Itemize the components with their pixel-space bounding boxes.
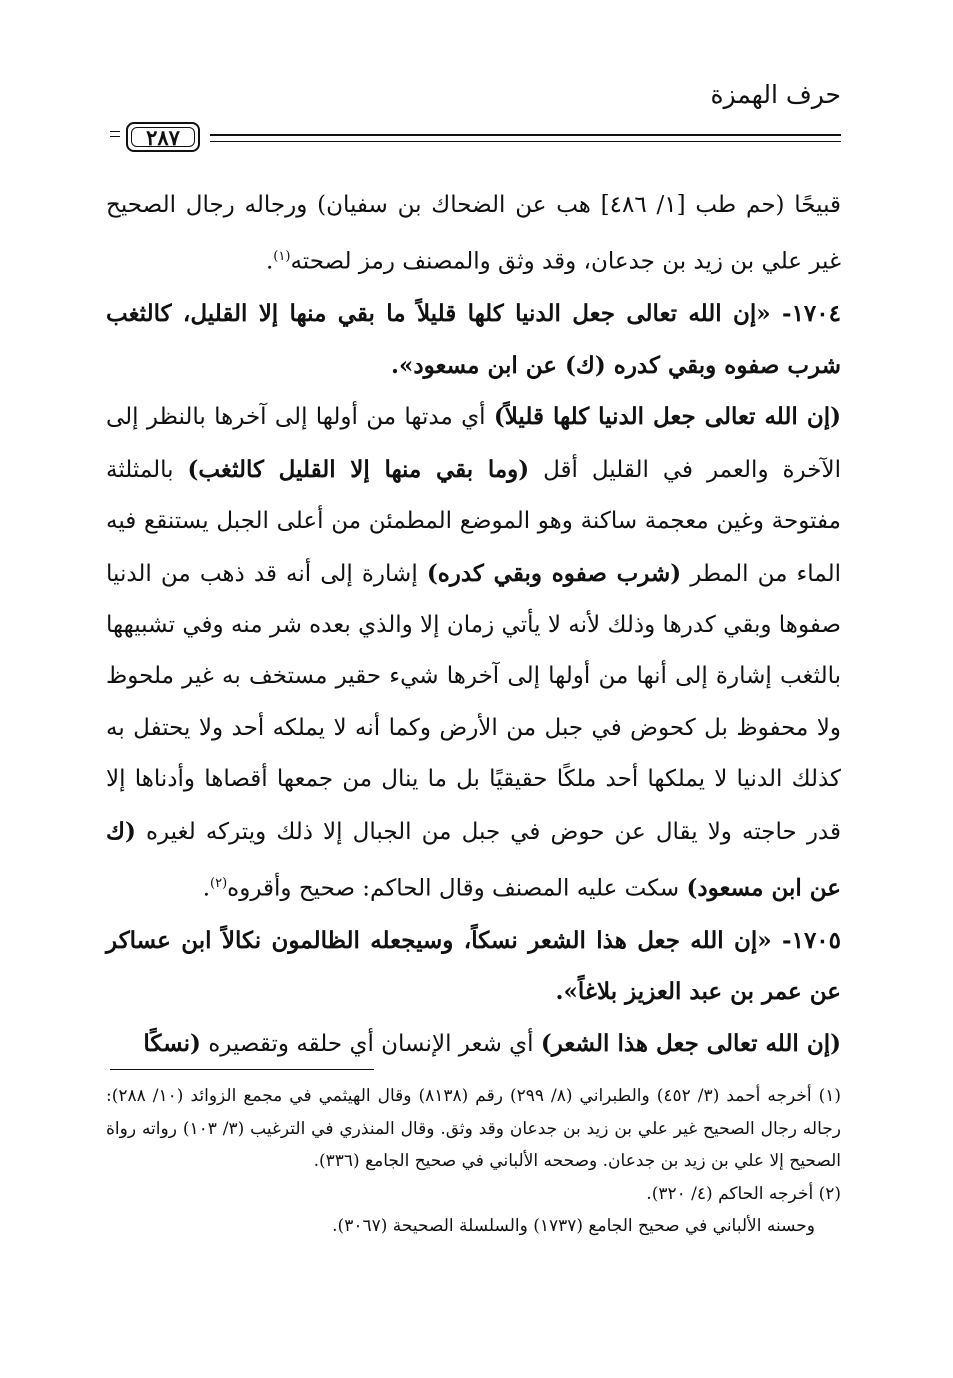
footnote-2-continuation: وحسنه الألباني في صحيح الجامع (١٧٣٧) والسلسلة الصحيحة (٣٠٦٧). xyxy=(332,1216,815,1236)
footnote-2: (٢) أخرجه الحاكم (٤/ ٣٢٠). xyxy=(646,1183,841,1204)
hadith-number: ١٧٠٤- xyxy=(782,300,841,328)
hadith-1705 xyxy=(106,915,841,1018)
header-rule-end-mark xyxy=(110,129,120,139)
footnote-separator xyxy=(110,1069,374,1070)
footnote-1: (١) أخرجه أحمد (٣/ ٤٥٢) والطبراني (٨/ ٢٩٩) رقم (٨١٣٨) وقال الهيثمي في مجمع الزوائد (١٠/ ٢٨٨): رجاله رجال الصحيح غير علي بن زيد بن جدعان وقد وثق. وقال المنذري في الترغيب (٣/ ١٠٣) رواته رواة الصحيح إلا علي بن زيد بن جدعان. وصححه الألباني في صحيح الجامع (٣٣٦). xyxy=(106,1086,841,1171)
paragraph-continuation: قبيحًا (حم طب [١/ ٤٨٦] هب عن الضحاك بن سفيان) ورجاله رجال الصحيح غير علي بن زيد بن جدعان، وقد وثق والمصنف رمز لصحته$^{(١)}$. xyxy=(106,192,842,276)
footnote-ref-2: (٢) xyxy=(210,875,228,891)
commentary-1705: (إن الله تعالى جعل هذا الشعر) أي شعر الإنسان أي حلقه وتقصيره (نسكًا xyxy=(143,1029,841,1057)
hadith-number: ١٧٠٥- xyxy=(782,927,842,954)
footnotes xyxy=(106,1080,841,1243)
hadith-1704 xyxy=(106,288,841,391)
header-rule xyxy=(110,118,841,158)
main-text xyxy=(106,180,841,1070)
header-rule-line-bottom xyxy=(210,141,841,142)
footnote-ref-1: (١) xyxy=(273,249,291,265)
chapter-title: حرف الهمزة xyxy=(710,80,841,109)
page-number: ٢٨٧ xyxy=(126,122,200,152)
hadith-text: «إن الله جعل هذا الشعر نسكاً، وسيجعله الظالمون نكالاً ابن عساكر عن عمر بن عبد العزيز بلاغاً». xyxy=(106,927,841,1006)
hadith-text: «إن الله تعالى جعل الدنيا كلها قليلاً ما بقي منها إلا القليل، كالثغب شرب صفوه وبقي كدره (ك) عن ابن مسعود». xyxy=(106,300,841,379)
header-rule-line-top xyxy=(210,134,841,136)
commentary-1704: (إن الله تعالى جعل الدنيا كلها قليلاً) أي مدتها من أولها إلى آخرها بالنظر إلى الآخرة والعمر في القليل أقل (وما بقي منها إلا القليل كالثغب) بالمثلثة مفتوحة وغين معجمة ساكنة وهو الموضع المطمئن من أعلى الجبل يستنقع فيه الماء من المطر (شرب صفوه وبقي كدره) إشارة إلى أنه قد ذهب من الدنيا صفوها وبقي كدرها وذلك لأنه لا يأتي زمان إلا والذي بعده شر منه وفي تشبيهها بالثغب إشارة إلى أنها من أولها إلى آخرها شيء حقير مستخف به غير ملحوظ ولا محفوظ بل كحوض في جبل من الأرض وكما أنه لا يملكه أحد ولا يحتفل به كذلك الدنيا لا يملكها أحد ملكًا حقيقيًا بل ما ينال من جمعها أقصاها وأدناها إلا قدر حاجته ولا يقال عن حوض في جبل من الجبال إلا ذلك ويتركه لغيره (ك عن ابن مسعود) سكت عليه المصنف وقال الحاكم: صحيح وأقروه$^{(٢)}$. xyxy=(106,403,842,902)
